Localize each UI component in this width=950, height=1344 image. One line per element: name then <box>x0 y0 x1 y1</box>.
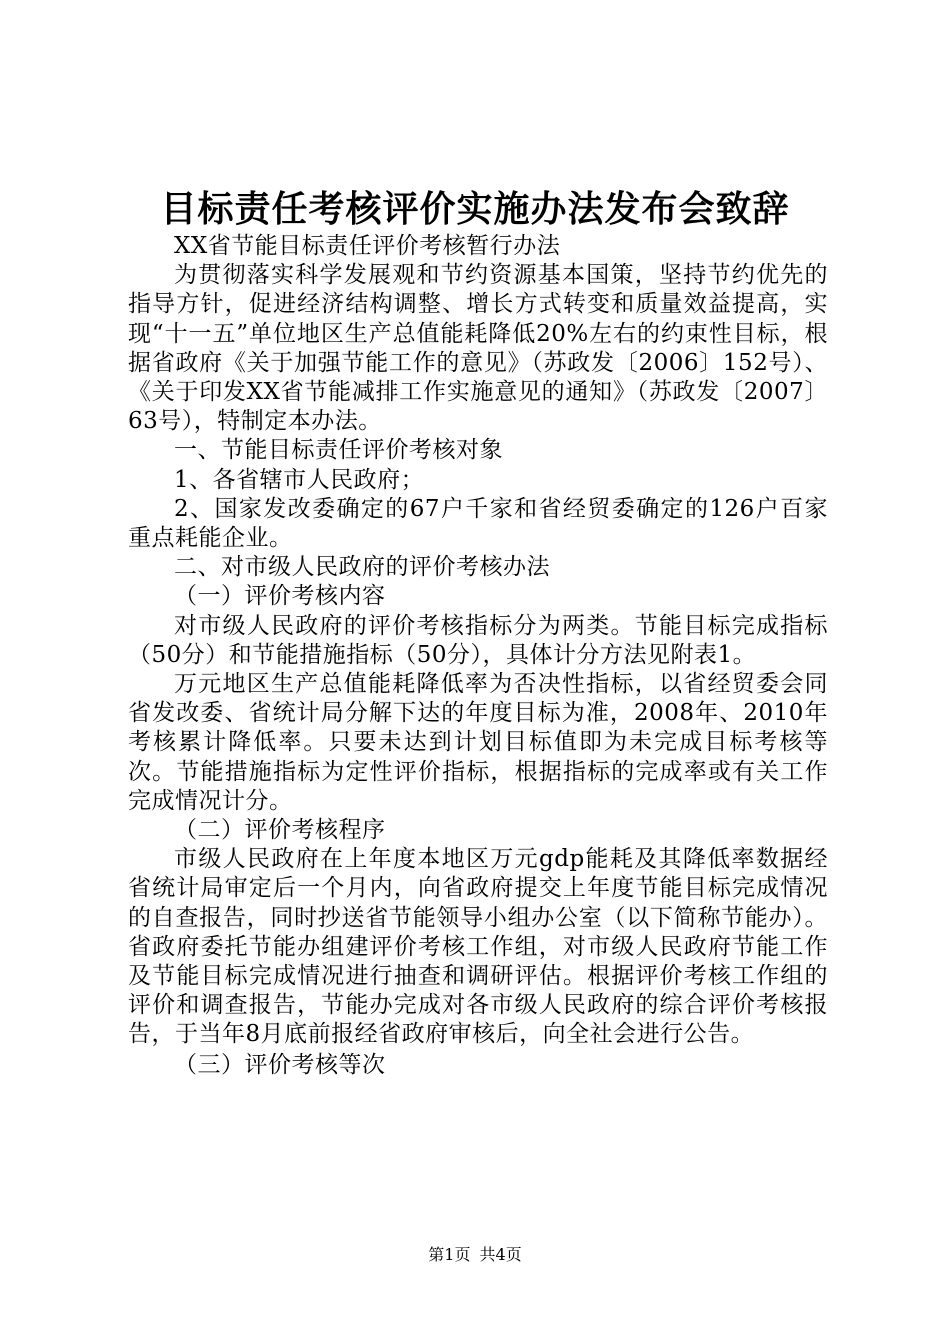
section-heading-1: 一、节能目标责任评价考核对象 <box>174 437 503 464</box>
document-body <box>128 232 828 1080</box>
paragraph-purpose: 为贯彻落实科学发展观和节约资源基本国策，坚持节约优先的指导方针，促进经济结构调整、增长方式转变和质量效益提高，实现“十一五”单位地区生产总值能耗降低20%左右的约束性目标，根据省政府《关于加强节能工作的意见》（苏政发〔2006〕152号）、《关于印发XX省节能减排工作实施意见的通知》（苏政发〔2007〕63号），特制定本办法。 <box>128 262 828 435</box>
subsection-heading-1: （一）评价考核内容 <box>174 583 386 610</box>
page-total: 共4页 <box>479 1245 522 1264</box>
paragraph-indicators: 对市级人民政府的评价考核指标分为两类。节能目标完成指标（50分）和节能措施指标（50分），具体计分方法见附表1。 <box>128 612 828 668</box>
paragraph-energy-rate: 万元地区生产总值能耗降低率为否决性指标，以省经贸委会同省发改委、省统计局分解下达的年度目标为准，2008年、2010年考核累计降低率。只要未达到计划目标值即为未完成目标考核等次。节能措施指标为定性评价指标，根据指标的完成率或有关工作完成情况计分。 <box>128 671 828 814</box>
list-item: 2、国家发改委确定的67户千家和省经贸委确定的126户百家重点耗能企业。 <box>128 495 828 552</box>
page-number: 第1页 <box>428 1245 471 1264</box>
section-heading-2: 二、对市级人民政府的评价考核办法 <box>174 554 550 581</box>
paragraph-subtitle: XX省节能目标责任评价考核暂行办法 <box>174 233 561 259</box>
subsection-heading-3: （三）评价考核等次 <box>174 1051 386 1078</box>
subsection-heading-2: （二）评价考核程序 <box>174 817 386 844</box>
document-title: 目标责任考核评价实施办法发布会致辞 <box>160 189 790 230</box>
paragraph-procedure: 市级人民政府在上年度本地区万元gdp能耗及其降低率数据经省统计局审定后一个月内，向省政府提交上年度节能目标完成情况的自查报告，同时抄送省节能领导小组办公室（以下简称节能办）。省政府委托节能办组建评价考核工作组，对市级人民政府节能工作及节能目标完成情况进行抽查和调研评估。根据评价考核工作组的评价和调查报告，节能办完成对各市级人民政府的综合评价考核报告，于当年8月底前报经省政府审核后，向全社会进行公告。 <box>128 846 828 1048</box>
list-item: 1、各省辖市人民政府； <box>174 466 425 493</box>
page-footer <box>0 1244 950 1266</box>
